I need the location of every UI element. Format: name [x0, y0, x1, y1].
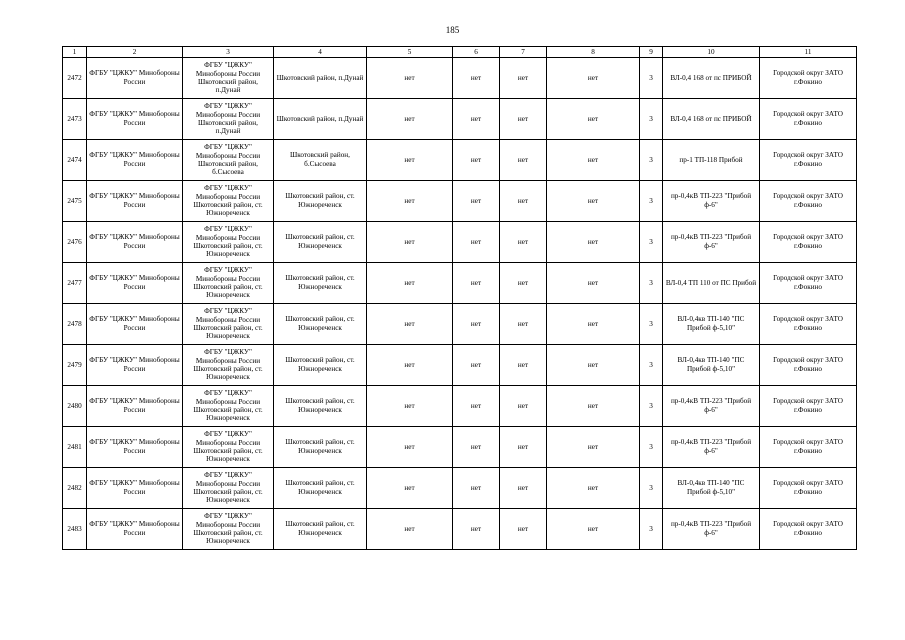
row-number-cell: 2475 — [63, 181, 87, 222]
municipality-cell: Городской округ ЗАТО г.Фокино — [760, 345, 857, 386]
column-5-cell: нет — [367, 263, 453, 304]
category-cell: 3 — [640, 345, 663, 386]
category-cell: 3 — [640, 263, 663, 304]
power-line-cell: ВЛ-0,4 ТП 110 от ПС Прибой — [663, 263, 760, 304]
registry-table — [62, 46, 857, 550]
category-cell: 3 — [640, 222, 663, 263]
column-header: 1 — [63, 47, 87, 58]
owner-cell: ФГБУ "ЦЖКУ" Минобороны России — [87, 58, 183, 99]
column-header: 9 — [640, 47, 663, 58]
column-5-cell: нет — [367, 468, 453, 509]
location-cell: Шкотовский район, п.Дунай — [274, 99, 367, 140]
holder-cell: ФГБУ "ЦЖКУ" Минобороны России Шкотовский район, ст. Южнореченск — [183, 263, 274, 304]
column-6-cell: нет — [453, 345, 500, 386]
column-7-cell: нет — [500, 468, 547, 509]
power-line-cell: ВЛ-0,4кв ТП-140 "ПС Прибой ф-5,10" — [663, 304, 760, 345]
column-number-row — [63, 47, 857, 58]
holder-cell: ФГБУ "ЦЖКУ" Минобороны России Шкотовский район, б.Сысоева — [183, 140, 274, 181]
power-line-cell: пр-0,4кВ ТП-223 "Прибой ф-6" — [663, 222, 760, 263]
column-8-cell: нет — [547, 509, 640, 550]
column-7-cell: нет — [500, 99, 547, 140]
column-6-cell: нет — [453, 140, 500, 181]
owner-cell: ФГБУ "ЦЖКУ" Минобороны России — [87, 99, 183, 140]
column-7-cell: нет — [500, 140, 547, 181]
holder-cell: ФГБУ "ЦЖКУ" Минобороны России Шкотовский район, ст. Южнореченск — [183, 222, 274, 263]
category-cell: 3 — [640, 99, 663, 140]
row-number-cell: 2474 — [63, 140, 87, 181]
category-cell: 3 — [640, 58, 663, 99]
column-7-cell: нет — [500, 263, 547, 304]
column-7-cell: нет — [500, 181, 547, 222]
holder-cell: ФГБУ "ЦЖКУ" Минобороны России Шкотовский район, ст. Южнореченск — [183, 509, 274, 550]
column-8-cell: нет — [547, 222, 640, 263]
column-8-cell: нет — [547, 99, 640, 140]
municipality-cell: Городской округ ЗАТО г.Фокино — [760, 222, 857, 263]
column-8-cell: нет — [547, 181, 640, 222]
column-5-cell: нет — [367, 386, 453, 427]
column-8-cell: нет — [547, 427, 640, 468]
column-header: 4 — [274, 47, 367, 58]
location-cell: Шкотовский район, ст. Южнореченск — [274, 263, 367, 304]
holder-cell: ФГБУ "ЦЖКУ" Минобороны России Шкотовский район, ст. Южнореченск — [183, 386, 274, 427]
column-5-cell: нет — [367, 304, 453, 345]
column-7-cell: нет — [500, 58, 547, 99]
column-5-cell: нет — [367, 140, 453, 181]
column-8-cell: нет — [547, 304, 640, 345]
owner-cell: ФГБУ "ЦЖКУ" Минобороны России — [87, 263, 183, 304]
column-8-cell: нет — [547, 140, 640, 181]
holder-cell: ФГБУ "ЦЖКУ" Минобороны России Шкотовский район, ст. Южнореченск — [183, 427, 274, 468]
municipality-cell: Городской округ ЗАТО г.Фокино — [760, 181, 857, 222]
row-number-cell: 2482 — [63, 468, 87, 509]
column-header: 8 — [547, 47, 640, 58]
holder-cell: ФГБУ "ЦЖКУ" Минобороны России Шкотовский район, п.Дунай — [183, 99, 274, 140]
row-number-cell: 2476 — [63, 222, 87, 263]
column-6-cell: нет — [453, 222, 500, 263]
holder-cell: ФГБУ "ЦЖКУ" Минобороны России Шкотовский район, п.Дунай — [183, 58, 274, 99]
column-6-cell: нет — [453, 99, 500, 140]
column-6-cell: нет — [453, 263, 500, 304]
column-7-cell: нет — [500, 345, 547, 386]
column-7-cell: нет — [500, 386, 547, 427]
municipality-cell: Городской округ ЗАТО г.Фокино — [760, 304, 857, 345]
power-line-cell: пр-0,4кВ ТП-223 "Прибой ф-6" — [663, 181, 760, 222]
column-5-cell: нет — [367, 427, 453, 468]
page-number: 185 — [445, 25, 460, 35]
column-6-cell: нет — [453, 509, 500, 550]
power-line-cell: пр-0,4кВ ТП-223 "Прибой ф-6" — [663, 427, 760, 468]
row-number-cell: 2479 — [63, 345, 87, 386]
column-header: 6 — [453, 47, 500, 58]
holder-cell: ФГБУ "ЦЖКУ" Минобороны России Шкотовский район, ст. Южнореченск — [183, 345, 274, 386]
column-8-cell: нет — [547, 386, 640, 427]
municipality-cell: Городской округ ЗАТО г.Фокино — [760, 509, 857, 550]
column-7-cell: нет — [500, 304, 547, 345]
owner-cell: ФГБУ "ЦЖКУ" Минобороны России — [87, 345, 183, 386]
column-8-cell: нет — [547, 263, 640, 304]
municipality-cell: Городской округ ЗАТО г.Фокино — [760, 263, 857, 304]
column-6-cell: нет — [453, 468, 500, 509]
row-number-cell: 2478 — [63, 304, 87, 345]
row-number-cell: 2483 — [63, 509, 87, 550]
holder-cell: ФГБУ "ЦЖКУ" Минобороны России Шкотовский район, ст. Южнореченск — [183, 304, 274, 345]
column-header: 2 — [87, 47, 183, 58]
table-row — [63, 263, 857, 304]
table-row — [63, 99, 857, 140]
column-5-cell: нет — [367, 99, 453, 140]
column-5-cell: нет — [367, 181, 453, 222]
column-6-cell: нет — [453, 386, 500, 427]
category-cell: 3 — [640, 304, 663, 345]
municipality-cell: Городской округ ЗАТО г.Фокино — [760, 99, 857, 140]
location-cell: Шкотовский район, ст. Южнореченск — [274, 181, 367, 222]
holder-cell: ФГБУ "ЦЖКУ" Минобороны России Шкотовский район, ст. Южнореченск — [183, 181, 274, 222]
holder-cell: ФГБУ "ЦЖКУ" Минобороны России Шкотовский район, ст. Южнореченск — [183, 468, 274, 509]
power-line-cell: пр-0,4кВ ТП-223 "Прибой ф-6" — [663, 386, 760, 427]
category-cell: 3 — [640, 509, 663, 550]
column-5-cell: нет — [367, 345, 453, 386]
municipality-cell: Городской округ ЗАТО г.Фокино — [760, 468, 857, 509]
column-5-cell: нет — [367, 58, 453, 99]
column-7-cell: нет — [500, 427, 547, 468]
column-8-cell: нет — [547, 345, 640, 386]
category-cell: 3 — [640, 181, 663, 222]
category-cell: 3 — [640, 427, 663, 468]
table-row — [63, 427, 857, 468]
column-header: 3 — [183, 47, 274, 58]
column-header: 7 — [500, 47, 547, 58]
location-cell: Шкотовский район, ст. Южнореченск — [274, 509, 367, 550]
location-cell: Шкотовский район, ст. Южнореченск — [274, 386, 367, 427]
power-line-cell: пр-0,4кВ ТП-223 "Прибой ф-6" — [663, 509, 760, 550]
location-cell: Шкотовский район, ст. Южнореченск — [274, 345, 367, 386]
table-body — [63, 58, 857, 550]
owner-cell: ФГБУ "ЦЖКУ" Минобороны России — [87, 304, 183, 345]
power-line-cell: пр-1 ТП-118 Прибой — [663, 140, 760, 181]
column-5-cell: нет — [367, 222, 453, 263]
table-row — [63, 181, 857, 222]
column-header: 10 — [663, 47, 760, 58]
owner-cell: ФГБУ "ЦЖКУ" Минобороны России — [87, 386, 183, 427]
table-row — [63, 509, 857, 550]
location-cell: Шкотовский район, ст. Южнореченск — [274, 427, 367, 468]
category-cell: 3 — [640, 386, 663, 427]
row-number-cell: 2473 — [63, 99, 87, 140]
location-cell: Шкотовский район, ст. Южнореченск — [274, 222, 367, 263]
owner-cell: ФГБУ "ЦЖКУ" Минобороны России — [87, 140, 183, 181]
power-line-cell: ВЛ-0,4кв ТП-140 "ПС Прибой ф-5,10" — [663, 468, 760, 509]
row-number-cell: 2477 — [63, 263, 87, 304]
table-row — [63, 386, 857, 427]
municipality-cell: Городской округ ЗАТО г.Фокино — [760, 140, 857, 181]
row-number-cell: 2481 — [63, 427, 87, 468]
location-cell: Шкотовский район, ст. Южнореченск — [274, 304, 367, 345]
column-6-cell: нет — [453, 181, 500, 222]
municipality-cell: Городской округ ЗАТО г.Фокино — [760, 58, 857, 99]
location-cell: Шкотовский район, п.Дунай — [274, 58, 367, 99]
owner-cell: ФГБУ "ЦЖКУ" Минобороны России — [87, 222, 183, 263]
column-5-cell: нет — [367, 509, 453, 550]
table-row — [63, 222, 857, 263]
location-cell: Шкотовский район, б.Сысоева — [274, 140, 367, 181]
row-number-cell: 2480 — [63, 386, 87, 427]
table-row — [63, 304, 857, 345]
row-number-cell: 2472 — [63, 58, 87, 99]
column-7-cell: нет — [500, 509, 547, 550]
power-line-cell: ВЛ-0,4 168 от пс ПРИБОЙ — [663, 58, 760, 99]
category-cell: 3 — [640, 468, 663, 509]
column-6-cell: нет — [453, 58, 500, 99]
owner-cell: ФГБУ "ЦЖКУ" Минобороны России — [87, 181, 183, 222]
column-8-cell: нет — [547, 468, 640, 509]
power-line-cell: ВЛ-0,4кв ТП-140 "ПС Прибой ф-5,10" — [663, 345, 760, 386]
table-row — [63, 58, 857, 99]
category-cell: 3 — [640, 140, 663, 181]
table-row — [63, 345, 857, 386]
column-7-cell: нет — [500, 222, 547, 263]
owner-cell: ФГБУ "ЦЖКУ" Минобороны России — [87, 427, 183, 468]
location-cell: Шкотовский район, ст. Южнореченск — [274, 468, 367, 509]
owner-cell: ФГБУ "ЦЖКУ" Минобороны России — [87, 468, 183, 509]
column-header: 5 — [367, 47, 453, 58]
table-row — [63, 468, 857, 509]
column-header: 11 — [760, 47, 857, 58]
column-6-cell: нет — [453, 304, 500, 345]
municipality-cell: Городской округ ЗАТО г.Фокино — [760, 386, 857, 427]
column-6-cell: нет — [453, 427, 500, 468]
municipality-cell: Городской округ ЗАТО г.Фокино — [760, 427, 857, 468]
owner-cell: ФГБУ "ЦЖКУ" Минобороны России — [87, 509, 183, 550]
column-8-cell: нет — [547, 58, 640, 99]
table-row — [63, 140, 857, 181]
power-line-cell: ВЛ-0,4 168 от пс ПРИБОЙ — [663, 99, 760, 140]
